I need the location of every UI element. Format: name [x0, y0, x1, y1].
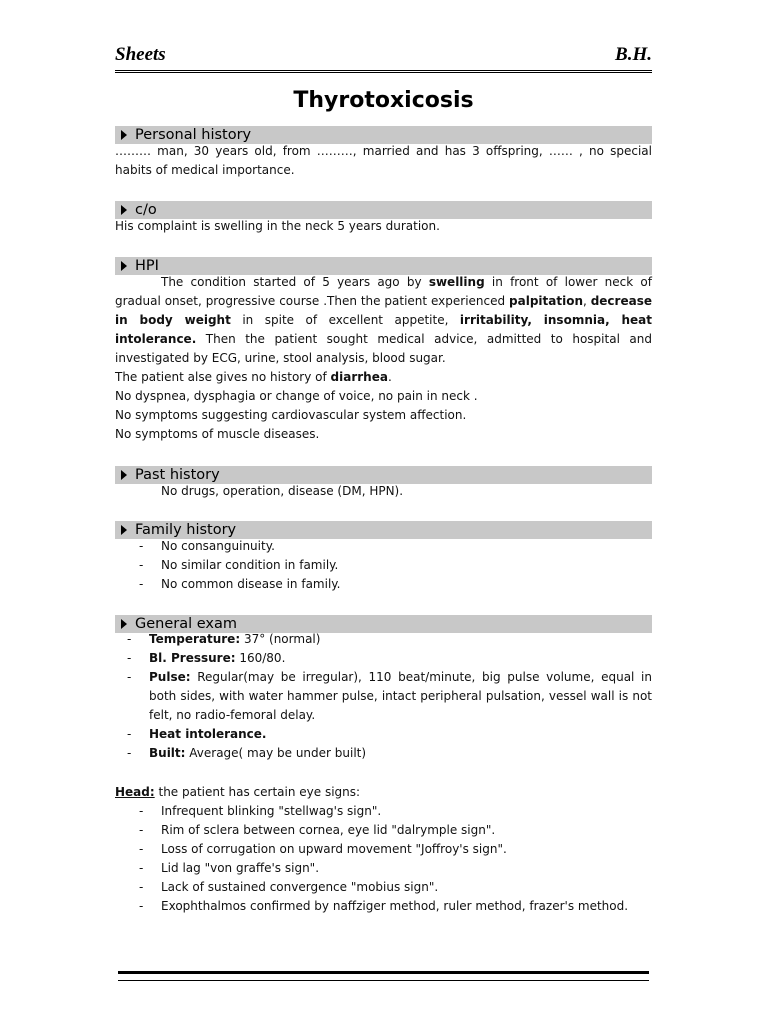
list-item: - Loss of corrugation on upward movement "Joffroy's sign".	[139, 842, 507, 856]
triangle-right-icon	[121, 130, 127, 140]
triangle-right-icon	[121, 261, 127, 271]
family-history-list	[115, 537, 652, 594]
triangle-right-icon	[121, 205, 127, 215]
head-intro: Head: the patient has certain eye signs:	[115, 785, 361, 799]
footer-rule	[118, 971, 649, 981]
personal-history-text: ……… man, 30 years old, from ………, married and has 3 offspring, …… , no special habits of medical importance.	[115, 144, 652, 177]
list-item: - Infrequent blinking "stellwag's sign".	[139, 804, 382, 818]
list-item-temperature: - Temperature: 37° (normal)	[127, 632, 321, 646]
header-left: Sheets	[115, 44, 166, 65]
general-exam-list	[115, 630, 652, 763]
triangle-right-icon	[121, 525, 127, 535]
list-item-pulse: - Pulse: Regular(may be irregular), 110 beat/minute, big pulse volume, equal in both sides, with water hammer pulse, intact peripheral pulsation, vessel wall is not felt, no radio-femoral delay.	[127, 670, 652, 722]
head-section	[115, 783, 652, 916]
hpi-line-cvs: No symptoms suggesting cardiovascular system affection.	[115, 408, 467, 422]
hpi-body	[115, 273, 652, 444]
list-item: - Lid lag "von graffe's sign".	[139, 861, 320, 875]
triangle-right-icon	[121, 619, 127, 629]
section-heading: Personal history	[135, 127, 252, 143]
list-item: - Exophthalmos confirmed by naffziger method, ruler method, frazer's method.	[139, 899, 629, 913]
list-item: - No consanguinuity.	[139, 539, 275, 553]
past-history-text: No drugs, operation, disease (DM, HPN).	[161, 484, 404, 498]
section-heading: HPI	[135, 258, 159, 274]
list-item: - Rim of sclera between cornea, eye lid "dalrymple sign".	[139, 823, 496, 837]
hpi-line-dyspnea: No dyspnea, dysphagia or change of voice, no pain in neck .	[115, 389, 478, 403]
hpi-line-diarrhea: The patient alse gives no history of diarrhea.	[115, 370, 392, 384]
list-item-built: - Built: Average( may be under built)	[127, 746, 367, 760]
complaint-text: His complaint is swelling in the neck 5 years duration.	[115, 219, 440, 233]
list-item: - Lack of sustained convergence "mobius sign".	[139, 880, 439, 894]
section-heading: Past history	[135, 467, 220, 483]
list-item: - No common disease in family.	[139, 577, 341, 591]
section-heading: General exam	[135, 616, 238, 632]
section-heading: c/o	[135, 202, 157, 218]
page-header	[115, 44, 652, 73]
hpi-paragraph: The condition started of 5 years ago by swelling in front of lower neck of gradual onset, progressive course .Then the patient experienced palpitation, decrease in body weight in spite of excellent appetite, irritability, insomnia, heat intolerance. Then the patient sought medical advice, admitted to hospital and investigated by ECG, urine, stool analysis, blood sugar.	[115, 275, 653, 365]
triangle-right-icon	[121, 470, 127, 480]
list-item-heat-intolerance: - Heat intolerance.	[127, 727, 267, 741]
hpi-line-muscle: No symptoms of muscle diseases.	[115, 427, 320, 441]
section-heading: Family history	[135, 522, 237, 538]
header-right: B.H.	[615, 44, 652, 65]
list-item: - No similar condition in family.	[139, 558, 339, 572]
page-title: Thyrotoxicosis	[293, 88, 474, 113]
list-item-blood-pressure: - Bl. Pressure: 160/80.	[127, 651, 286, 665]
